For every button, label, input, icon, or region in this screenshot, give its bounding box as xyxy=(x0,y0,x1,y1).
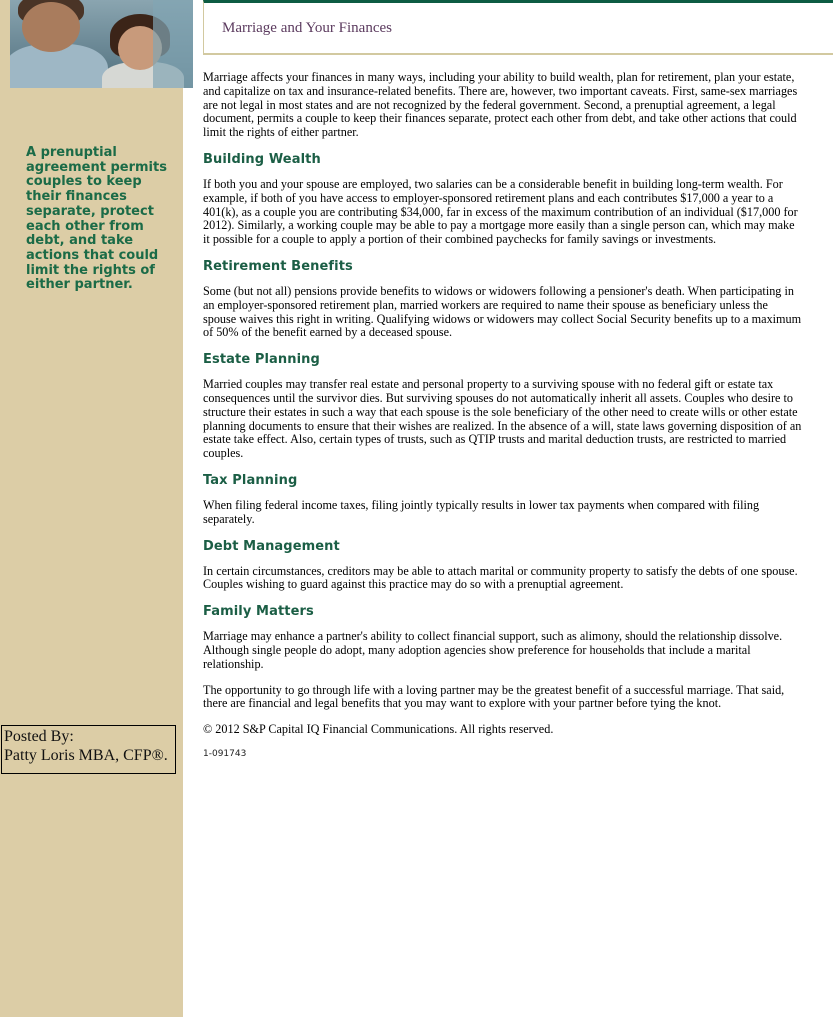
section-body-estate-planning: Married couples may transfer real estate and personal property to a surviving spouse with no federal gift or estate tax consequences until the survivor dies. But surviving spouses do not automatically inherit all assets. Couples who desire to structure their estates in such a way that each spouse is the sole beneficiary of the other need to create wills or other estate planning documents to ensure that their wishes are realized. In the absence of a will, state laws governing disposition of an estate take effect. Also, certain types of trusts, such as QTIP trusts and marital deduction trusts, are restricted to married couples. xyxy=(203,377,802,461)
pullquote: A prenuptial agreement permits couples to keep their finances separate, protect each other from debt, and take actions that could limit the rights of either partner. xyxy=(26,145,167,293)
closing-paragraph: The opportunity to go through life with a loving partner may be the greatest benefit of a successful marriage. That said, there are financial and legal benefits that you may want to explore with your partner before tying the knot. xyxy=(203,682,785,711)
section-body-debt-management: In certain circumstances, creditors may be able to attach marital or community property to satisfy the debts of one spouse. Couples wishing to guard against this practice may do so with a prenuptial agreement. xyxy=(203,563,798,592)
photo-man-face xyxy=(22,2,80,52)
section-body-retirement-benefits: Some (but not all) pensions provide benefits to widows or widowers following a pensioner's death. When participating in an employer-sponsored retirement plan, married workers are required to name their spouse as beneficiary unless the spouse waives this right in writing. Qualifying widows or widowers may collect Social Security benefits up to a maximum of 50% of the benefit earned by a deceased spouse. xyxy=(203,283,802,340)
document-code: 1-091743 xyxy=(203,748,247,759)
section-body-tax-planning: When filing federal income taxes, filing jointly typically results in lower tax payments when compared with filing separately. xyxy=(203,497,760,526)
section-heading-family-matters: Family Matters xyxy=(203,604,314,620)
couple-photo xyxy=(10,0,193,88)
section-heading-building-wealth: Building Wealth xyxy=(203,151,321,167)
posted-by-label: Posted By: xyxy=(4,728,74,745)
intro-paragraph: Marriage affects your finances in many ways, including your ability to build wealth, plan for retirement, plan your estate, and capitalize on tax and insurance-related benefits. There are, however, two important caveats. First, same-sex marriages are not legal in most states and are not recognized by the federal government. Second, a prenuptial agreement, a legal document, permits a couple to keep their finances separate, protect each other from debt, and take other actions that could limit the rights of either partner. xyxy=(203,70,798,140)
section-body-building-wealth: If both you and your spouse are employed, two salaries can be a considerable benefit in building long-term wealth. For example, if both of you have access to employer-sponsored retirement plans and each contributes $17,000 a year to a 401(k), as a couple you are contributing $34,000, far in excess of the maximum contribution of an individual ($17,000 for 2012). Similarly, a working couple may be able to pay a mortgage more easily than a single person can, which may make it possible for a couple to apply a portion of their combined paychecks for family savings or investments. xyxy=(203,176,798,247)
posted-by-box xyxy=(1,725,176,774)
section-heading-debt-management: Debt Management xyxy=(203,538,340,554)
section-heading-estate-planning: Estate Planning xyxy=(203,352,320,368)
section-body-family-matters: Marriage may enhance a partner's ability to collect financial support, such as alimony, should the relationship dissolve. Although single people do adopt, many adoption agencies show preference for households that include a marital relationship. xyxy=(203,629,783,671)
section-heading-tax-planning: Tax Planning xyxy=(203,472,298,488)
title-bar xyxy=(203,0,833,55)
section-heading-retirement-benefits: Retirement Benefits xyxy=(203,258,353,274)
copyright-notice: © 2012 S&P Capital IQ Financial Communications. All rights reserved. xyxy=(203,722,554,737)
page-title: Marriage and Your Finances xyxy=(222,20,392,36)
posted-by-name: Patty Loris MBA, CFP®. xyxy=(4,747,168,764)
photo-background-shade xyxy=(153,0,193,88)
article xyxy=(203,71,803,762)
